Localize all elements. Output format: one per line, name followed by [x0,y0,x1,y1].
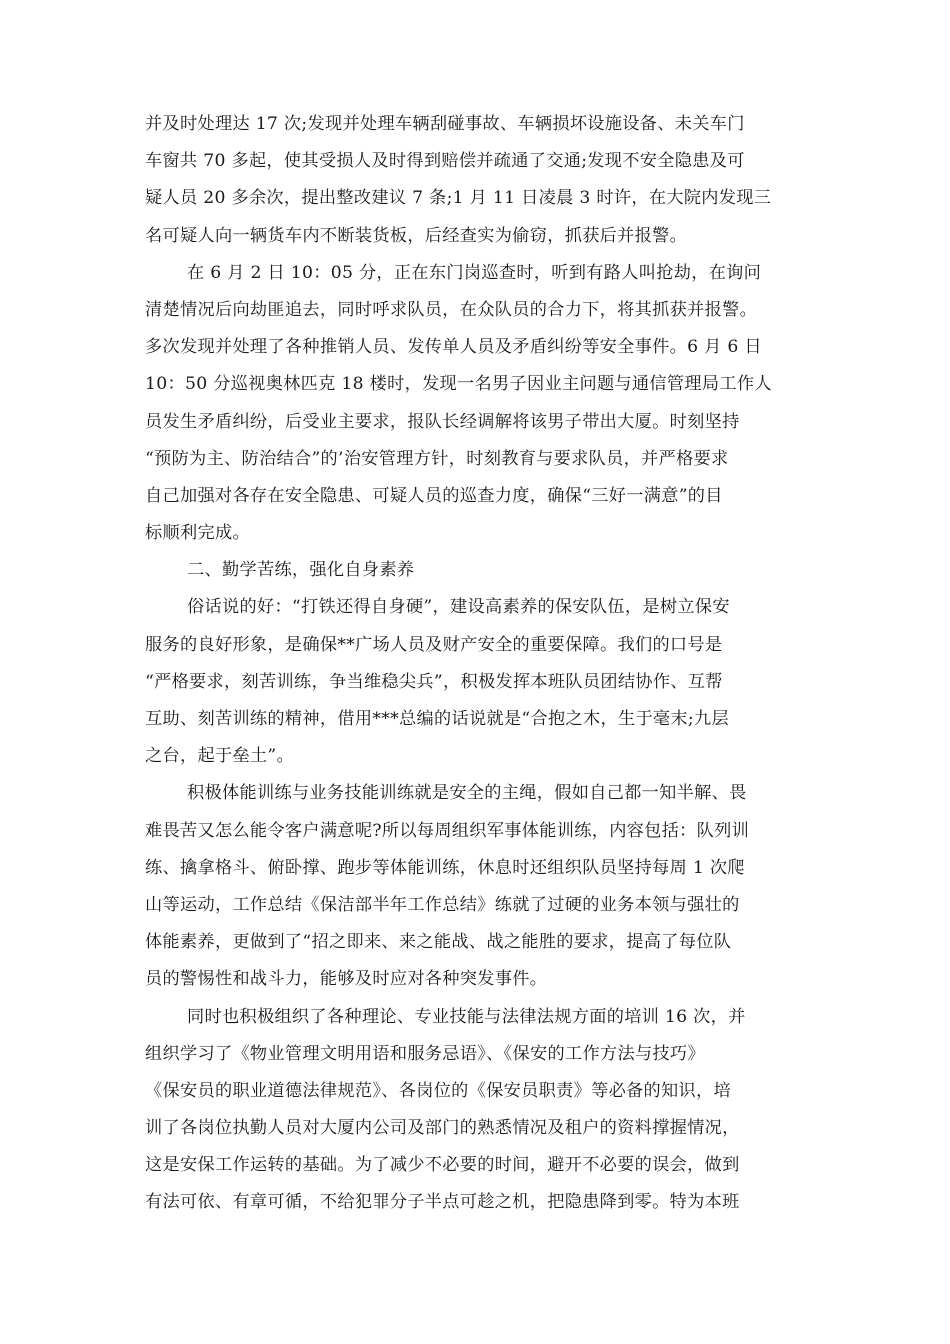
text-line: 俗话说的好：“打铁还得自身硬”，建设高素养的保安队伍，是树立保安 [187,597,730,618]
text-line: 在 6 月 2 日 10：05 分，正在东门岗巡查时，听到有路人叫抢劫，在询问 [187,262,762,283]
text-line: “预防为主、防治结合”的’治安管理方针，时刻教育与要求队员，并严格要求 [145,448,729,469]
text-line: 有法可依、有章可循，不给犯罪分子半点可趁之机，把隐患降到零。特为本班 [145,1192,740,1213]
text-line: 多次发现并处理了各种推销人员、发传单人员及矛盾纠纷等安全事件。6 月 6 日 [145,337,762,358]
text-line: 10：50 分巡视奥林匹克 18 楼时，发现一名男子因业主问题与通信管理局工作人 [145,374,772,395]
section-heading [145,552,805,589]
text-line: 清楚情况后向劫匪追去，同时呼求队员，在众队员的合力下，将其抓获并报警。 [145,299,758,320]
text-line: “严格要求，刻苦训练，争当维稳尖兵”，积极发挥本班队员团结协作、互帮 [145,671,723,692]
paragraph [145,775,805,998]
text-line: 同时也积极组织了各种理论、专业技能与法律法规方面的培训 16 次，并 [187,1006,746,1027]
paragraph [145,255,805,553]
text-line: 组织学习了《物业管理文明用语和服务忌语》、《保安的工作方法与技巧》 [145,1043,705,1064]
text-line: 练、擒拿格斗、俯卧撑、跑步等体能训练，休息时还组织队员坚持每周 1 次爬 [145,857,745,878]
text-line: 并及时处理达 17 次;发现并处理车辆刮碰事故、车辆损坏设施设备、未关车门 [145,114,745,134]
text-line: 之台，起于垒土”。 [145,746,294,767]
text-line: 积极体能训练与业务技能训练就是安全的主绳，假如自己都一知半解、畏 [187,783,747,804]
text-line: 服务的良好形象，是确保**广场人员及财产安全的重要保障。我们的口号是 [145,634,723,655]
text-line: 车窗共 70 多起，使其受损人及时得到赔偿并疏通了交通;发现不安全隐患及可 [145,151,745,172]
text-line: 山等运动，工作总结《保洁部半年工作总结》练就了过硬的业务本领与强壮的 [145,894,740,915]
text-line: 标顺利完成。 [145,523,250,544]
document-body [145,106,805,1222]
heading-line: 二、勤学苦练，强化自身素养 [187,560,415,581]
text-line: 难畏苦又怎么能令客户满意呢?所以每周组织军事体能训练，内容包括：队列训 [145,820,750,841]
paragraph [145,999,805,1222]
paragraph [145,106,805,255]
text-line: 员的警惕性和战斗力，能够及时应对各种突发事件。 [145,969,548,990]
text-line: 体能素养，更做到了“招之即来、来之能战、战之能胜的要求，提高了每位队 [145,932,732,953]
text-line: 这是安保工作运转的基础。为了减少不必要的时间，避开不必要的误会，做到 [145,1155,740,1176]
text-line: 名可疑人向一辆货车内不断装货板，后经查实为偷窃，抓获后并报警。 [145,225,688,246]
text-line: 训了各岗位执勤人员对大厦内公司及部门的熟悉情况及租户的资料撑握情况， [145,1118,740,1139]
paragraph [145,589,805,775]
text-line: 员发生矛盾纠纷，后受业主要求，报队长经调解将该男子带出大厦。时刻坚持 [145,411,740,432]
text-line: 互助、刻苦训练的精神，借用***总编的话说就是“合抱之木，生于毫末;九层 [145,709,729,729]
text-line: 自己加强对各存在安全隐患、可疑人员的巡查力度，确保“三好一满意”的目 [145,485,723,506]
text-line: 《保安员的职业道德法律规范》、各岗位的《保安员职责》等必备的知识，培 [145,1080,731,1101]
text-line: 疑人员 20 多余次，提出整改建议 7 条;1 月 11 日凌晨 3 时许，在大院内发现三 [145,188,772,209]
